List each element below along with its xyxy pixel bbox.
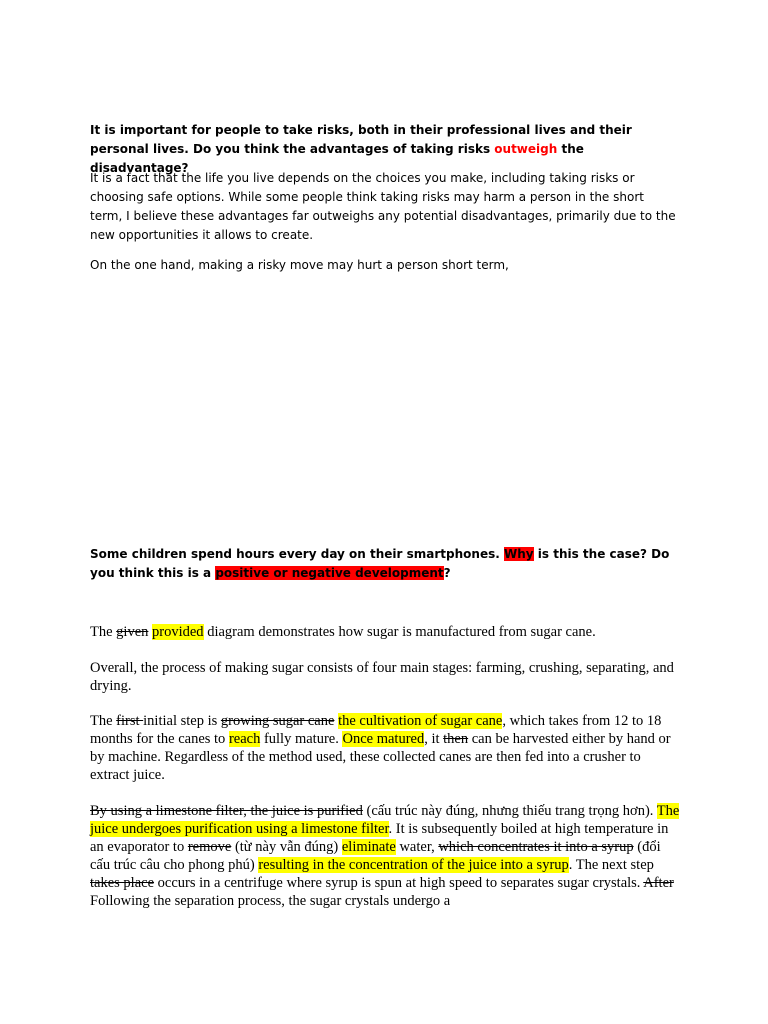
deleted-text: which concentrates it into a syrup: [438, 839, 634, 855]
essay3-paragraph-4: [90, 802, 680, 910]
text-run: initial step is: [143, 713, 221, 729]
essay2-question-part1: Some children spend hours every day on their smartphones.: [90, 547, 504, 561]
highlighted-text: The juice undergoes purification using a limestone filter: [90, 803, 680, 837]
text-run: Following the separation process, the sugar crystals undergo a: [90, 893, 451, 909]
deleted-text: By using a limestone filter, the juice is purified: [90, 803, 363, 819]
essay1-paragraph-1: It is a fact that the life you live depends on the choices you make, including taking risks or choosing safe options. While some people think taking risks may harm a person in the short term, I believe these advantages far outweighs any potential disadvantages, primarily due to the new opportunities it allows to create.: [90, 171, 676, 242]
text-run: fully mature.: [260, 731, 343, 747]
essay1-question-part1: It is important for people to take risks, both in their professional lives and their personal lives. Do you think the advantages of taking risks: [90, 123, 632, 156]
essay1-question-part2: the disadvantage?: [90, 142, 584, 175]
text-run: , it: [424, 731, 444, 747]
essay2-question-highlight-development: positive or negative development: [215, 566, 444, 580]
text-run: The: [90, 624, 117, 640]
highlighted-text: provided: [152, 624, 204, 640]
deleted-text: given: [116, 624, 149, 640]
text-run: (cấu trúc này đúng, nhưng thiếu trang trọng hơn).: [362, 803, 657, 819]
text-run: can be harvested either by hand or by machine. Regardless of the method used, these collected canes are then fed into a crusher to extract juice.: [90, 731, 671, 783]
highlighted-text: Once matured: [342, 731, 425, 747]
essay2-question-part3: ?: [443, 566, 451, 580]
essay3-paragraph-2: Overall, the process of making sugar consists of four main stages: farming, crushing, separating, and drying.: [90, 660, 674, 694]
text-run: occurs in a centrifuge where syrup is spun at high speed to separates sugar crystals.: [154, 875, 644, 891]
text-run: (đổi cấu trúc câu cho phong phú): [90, 839, 661, 873]
essay3-paragraph-3: [90, 712, 680, 784]
text-run: water,: [395, 839, 439, 855]
deleted-text: remove: [187, 839, 232, 855]
text-run: . It is subsequently boiled at high temperature in an evaporator to: [90, 821, 669, 855]
text-run: . The next step: [568, 857, 654, 873]
highlighted-text: resulting in the concentration of the juice into a syrup: [258, 857, 569, 873]
text-run: diagram demonstrates how sugar is manufactured from sugar cane.: [203, 624, 596, 640]
highlighted-text: the cultivation of sugar cane: [338, 713, 503, 729]
deleted-text: growing sugar cane: [220, 713, 335, 729]
deleted-text: After: [643, 875, 674, 891]
text-run: The: [90, 713, 117, 729]
deleted-text: then: [443, 731, 469, 747]
essay2-question-highlight-why: Why: [503, 547, 534, 561]
essay1-paragraph-2: On the one hand, making a risky move may hurt a person short term,: [90, 258, 509, 272]
highlighted-text: eliminate: [341, 839, 396, 855]
essay2-question: [90, 545, 680, 583]
deleted-text: first: [116, 713, 144, 729]
deleted-text: takes place: [90, 875, 155, 891]
highlighted-text: reach: [228, 731, 261, 747]
essay3-paragraph-1: [90, 623, 680, 641]
text-run: (từ này vẫn đúng): [231, 839, 342, 855]
text-run: , which takes from 12 to 18 months for the canes to: [90, 713, 662, 747]
essay1-question-emphasis: outweigh: [494, 142, 558, 156]
essay2-question-part2: is this the case? Do you think this is a: [90, 547, 670, 580]
